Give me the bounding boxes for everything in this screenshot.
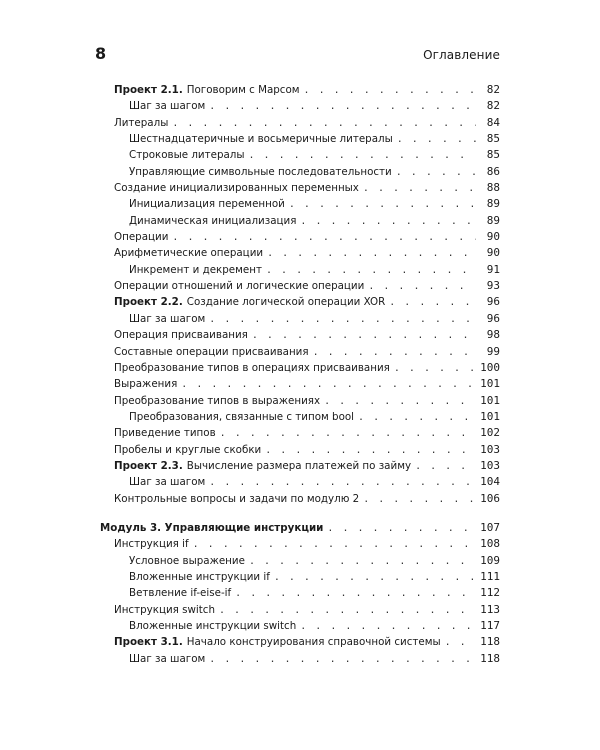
- toc-entry: [0, 245, 600, 261]
- toc-entry: [0, 229, 600, 245]
- toc-page-number: 107: [480, 520, 500, 534]
- toc-entry: [0, 491, 600, 507]
- toc-page-number: 89: [486, 197, 500, 211]
- toc-project-label: Проект 3.1.: [114, 636, 183, 649]
- toc-entry-title: [114, 115, 168, 131]
- toc-entry: [0, 553, 600, 569]
- toc-title-text: Операции: [114, 231, 169, 244]
- dot-leader: [172, 230, 476, 246]
- toc-page-number: 89: [486, 213, 500, 227]
- toc-entry: [0, 294, 600, 310]
- toc-title-text: Вычисление размера платежей по займу: [186, 459, 412, 472]
- toc-title-text: Модуль 3. Управляющие инструкции: [100, 521, 324, 534]
- toc-title-text: Динамическая инициализация: [129, 214, 297, 227]
- toc-page-number: 84: [486, 115, 500, 129]
- dot-leader: [363, 492, 476, 508]
- toc-entry: [0, 82, 600, 98]
- toc-page-number: 86: [486, 164, 500, 178]
- toc-entry-title: [129, 147, 245, 163]
- dot-leader: [274, 570, 476, 586]
- toc-entry-title: [114, 491, 359, 507]
- toc-entry-title: [129, 651, 205, 667]
- toc-page-number: 113: [480, 602, 500, 616]
- toc-entry: [0, 569, 600, 585]
- toc-title-text: Пробелы и круглые скобки: [114, 443, 262, 456]
- toc-entry: [0, 409, 600, 425]
- dot-leader: [267, 246, 476, 262]
- dot-leader: [396, 165, 476, 181]
- toc-entry: [0, 327, 600, 343]
- dot-leader: [266, 263, 476, 279]
- toc-entry: [0, 425, 600, 441]
- toc-entry-title: [129, 311, 205, 327]
- toc-entry-title: [114, 229, 168, 245]
- toc-entry-title: [129, 98, 205, 114]
- toc-entry-title: [114, 360, 390, 376]
- toc-entry: [0, 585, 600, 601]
- toc-entry: [0, 213, 600, 229]
- toc-title-text: Инициализация переменной: [129, 198, 285, 211]
- toc-entry: [0, 311, 600, 327]
- toc-page-number: 101: [480, 393, 500, 407]
- dot-leader: [249, 148, 476, 164]
- toc-entry: [0, 147, 600, 163]
- dot-leader: [219, 603, 476, 619]
- dot-leader: [324, 394, 476, 410]
- toc-entry-title: [129, 585, 231, 601]
- toc-entry-title: [129, 553, 245, 569]
- toc-entry: [0, 164, 600, 180]
- toc-entry-title: [114, 458, 411, 474]
- toc-title-text: Арифметические операции: [114, 247, 264, 260]
- toc-page-number: 98: [486, 328, 500, 342]
- dot-leader: [252, 328, 476, 344]
- dot-leader: [327, 521, 476, 537]
- toc-title-text: Поговорим с Марсом: [186, 84, 300, 96]
- toc-title-text: Условное выражение: [129, 554, 245, 567]
- dot-leader: [209, 475, 476, 491]
- dot-leader: [249, 554, 476, 570]
- toc-title-text: Ветвление if-eise-if: [129, 587, 232, 600]
- toc-entry-title: [129, 213, 296, 229]
- toc-entry-title: [114, 536, 189, 552]
- toc-title-text: Приведение типов: [114, 427, 216, 440]
- dot-leader: [300, 619, 476, 635]
- toc-entry: [0, 262, 600, 278]
- toc-entry-title: [114, 180, 359, 196]
- toc-title-text: Строковые литералы: [129, 149, 245, 162]
- toc-page-number: 101: [480, 377, 500, 391]
- toc-title-text: Преобразование типов в выражениях: [114, 394, 321, 407]
- running-head: Оглавление: [423, 48, 500, 62]
- toc-title-text: Шестнадцатеричные и восьмеричные литералы: [129, 133, 393, 146]
- toc-entry-title: [114, 327, 248, 343]
- dot-leader: [235, 586, 476, 602]
- toc-title-text: Создание инициализированных переменных: [114, 182, 359, 195]
- toc-title-text: Выражения: [114, 378, 178, 391]
- toc-entry: [0, 634, 600, 650]
- toc-page-number: 106: [480, 491, 500, 505]
- toc-page-number: 99: [486, 344, 500, 358]
- toc-title-text: Создание логической операции XOR: [186, 296, 386, 309]
- toc-entry-title: [114, 425, 216, 441]
- toc-page-number: 91: [486, 262, 500, 276]
- toc-entry-title: [114, 82, 300, 98]
- toc-page-number: 90: [486, 230, 500, 244]
- toc-entry: [0, 393, 600, 409]
- toc-title-text: Литералы: [114, 116, 169, 129]
- toc-entry-title: [129, 618, 296, 634]
- toc-page-number: 109: [480, 553, 500, 567]
- toc-title-text: Преобразования, связанные с типом bool: [129, 410, 355, 423]
- toc-title-text: Операция присваивания: [114, 329, 248, 342]
- dot-leader: [265, 443, 476, 459]
- toc-entry-title: [114, 634, 441, 650]
- toc-title-text: Составные операции присваивания: [114, 345, 309, 358]
- toc-title-text: Шаг за шагом: [129, 652, 206, 665]
- dot-leader: [209, 652, 476, 668]
- toc-page-number: 108: [480, 537, 500, 551]
- toc-title-text: Вложенные инструкции switch: [129, 620, 297, 632]
- page-number: 8: [95, 44, 107, 63]
- toc-entry-title: [114, 602, 215, 618]
- toc-entry: [0, 458, 600, 474]
- toc-project-label: Проект 2.3.: [114, 459, 183, 472]
- toc-entry: [0, 344, 600, 360]
- toc-title-text: Управляющие символьные последовательности: [129, 165, 392, 178]
- toc-title-text: Начало конструирования справочной системы: [186, 636, 441, 649]
- toc-title-text: Инструкция switch: [114, 603, 215, 616]
- toc-entry: [0, 131, 600, 147]
- toc-title-text: Шаг за шагом: [129, 100, 206, 113]
- toc-title-text: Шаг за шагом: [129, 476, 206, 489]
- toc-entry: [0, 536, 600, 552]
- dot-leader: [394, 361, 476, 377]
- toc-page-number: 100: [480, 360, 500, 374]
- toc-page-number: 82: [486, 83, 500, 96]
- toc-entry-title: [129, 409, 354, 425]
- toc-title-text: Инкремент и декремент: [129, 263, 262, 276]
- toc-page-number: 103: [480, 442, 500, 456]
- toc-module-heading: [0, 520, 600, 536]
- dot-leader: [445, 635, 476, 651]
- toc-entry-title: [114, 442, 261, 458]
- dot-leader: [313, 345, 476, 361]
- dot-leader: [193, 537, 476, 553]
- toc-page-number: 101: [480, 409, 500, 423]
- toc-entry-title: [114, 393, 320, 409]
- dot-leader: [181, 377, 476, 393]
- toc-entry-title: [129, 262, 262, 278]
- toc-entry: [0, 360, 600, 376]
- toc-page-number: 96: [486, 295, 500, 309]
- table-of-contents: [0, 82, 600, 667]
- toc-entry: [0, 115, 600, 131]
- toc-entry-title: [129, 196, 285, 212]
- dot-leader: [368, 279, 476, 295]
- toc-page-number: 118: [480, 635, 500, 649]
- toc-entry: [0, 442, 600, 458]
- toc-entry-title: [100, 520, 323, 536]
- toc-page-number: 88: [486, 181, 500, 195]
- toc-entry: [0, 196, 600, 212]
- dot-leader: [363, 181, 476, 197]
- toc-page-number: 85: [486, 148, 500, 162]
- toc-project-label: Проект 2.1.: [114, 84, 183, 96]
- dot-leader: [220, 426, 476, 442]
- dot-leader: [209, 312, 476, 328]
- toc-page-number: 96: [486, 311, 500, 325]
- toc-title-text: Шаг за шагом: [129, 312, 206, 325]
- toc-title-text: Контрольные вопросы и задачи по модулю 2: [114, 492, 360, 505]
- dot-leader: [304, 83, 476, 99]
- toc-entry-title: [129, 131, 393, 147]
- toc-title-text: Вложенные инструкции if: [129, 570, 270, 583]
- toc-entry-title: [114, 278, 364, 294]
- toc-entry: [0, 618, 600, 634]
- dot-leader: [289, 197, 476, 213]
- toc-page-number: 117: [480, 619, 500, 632]
- dot-leader: [358, 410, 476, 426]
- dot-leader: [209, 99, 476, 115]
- toc-page-number: 93: [486, 279, 500, 293]
- dot-leader: [397, 132, 476, 148]
- toc-project-label: Проект 2.2.: [114, 296, 183, 309]
- toc-entry: [0, 474, 600, 490]
- toc-entry-title: [129, 164, 392, 180]
- dot-leader: [300, 214, 476, 230]
- toc-page-number: 112: [480, 586, 500, 600]
- toc-entry-title: [114, 376, 177, 392]
- dot-leader: [415, 459, 476, 475]
- toc-entry-title: [129, 569, 270, 585]
- toc-entry-title: [114, 245, 263, 261]
- toc-entry-title: [114, 294, 385, 310]
- toc-page-number: 90: [486, 246, 500, 260]
- dot-leader: [389, 295, 476, 311]
- toc-title-text: Преобразование типов в операциях присваивания: [114, 361, 390, 374]
- toc-entry-title: [129, 474, 205, 490]
- toc-page-number: 85: [486, 132, 500, 146]
- toc-page-number: 111: [480, 569, 500, 583]
- toc-entry-title: [114, 344, 309, 360]
- toc-entry: [0, 278, 600, 294]
- dot-leader: [172, 116, 476, 132]
- toc-entry: [0, 180, 600, 196]
- toc-entry: [0, 651, 600, 667]
- toc-page-number: 104: [480, 475, 500, 489]
- toc-entry: [0, 376, 600, 392]
- toc-title-text: Операции отношений и логические операции: [114, 280, 365, 293]
- toc-entry: [0, 98, 600, 114]
- toc-entry: [0, 602, 600, 618]
- toc-page-number: 118: [480, 651, 500, 665]
- toc-page-number: 82: [486, 99, 500, 113]
- toc-page-number: 103: [480, 458, 500, 472]
- toc-title-text: Инструкция if: [114, 538, 189, 551]
- toc-page-number: 102: [480, 426, 500, 440]
